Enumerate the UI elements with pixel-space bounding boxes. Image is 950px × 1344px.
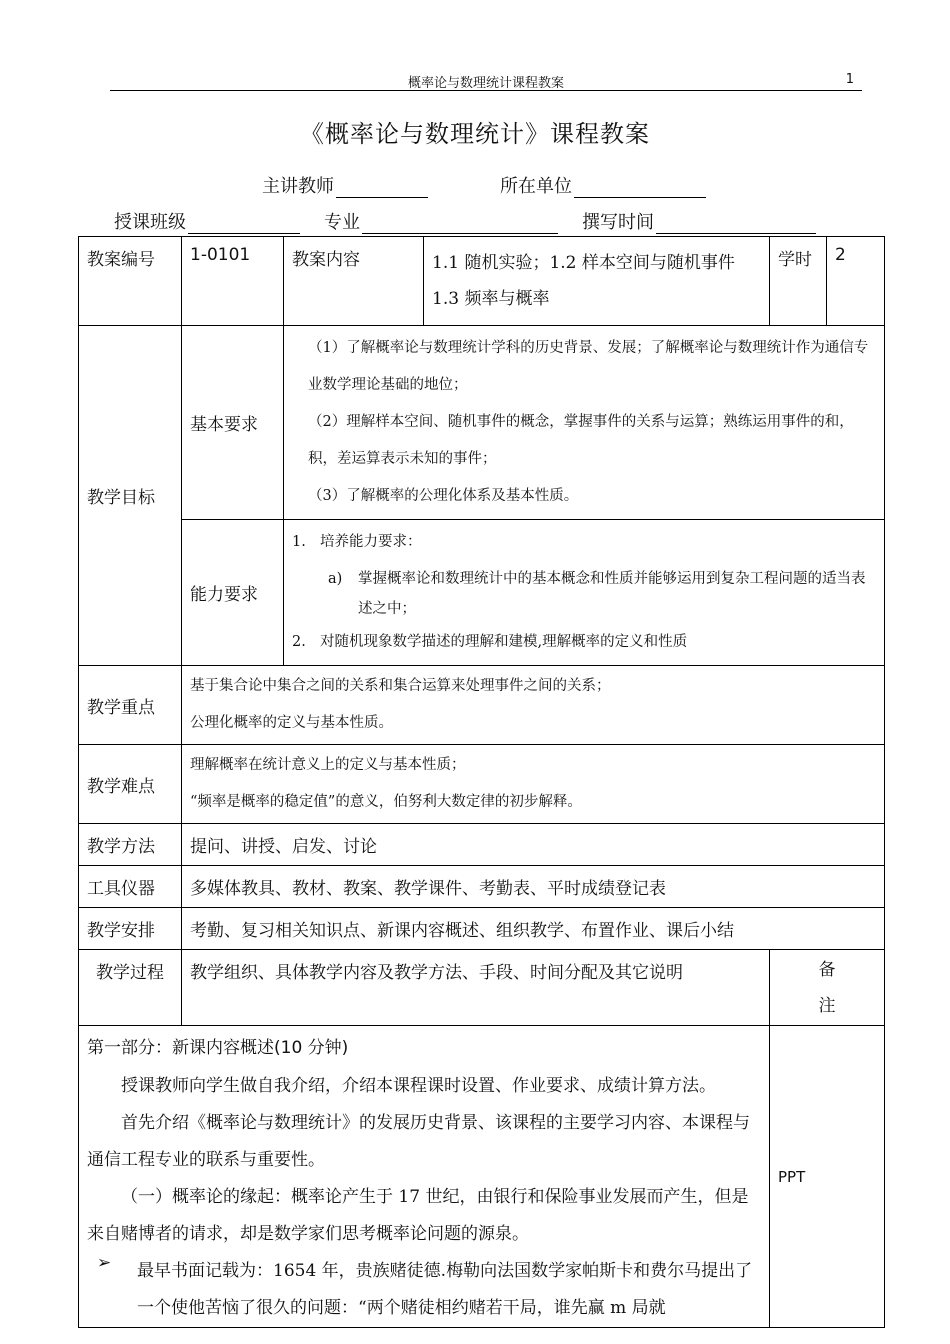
row-basic-requirements [79, 326, 885, 520]
content-line-1: 1.1 随机实验；1.2 样本空间与随机事件 [432, 253, 735, 273]
major-line [324, 208, 558, 234]
major-label: 专业 [324, 212, 360, 233]
unit-field [574, 179, 706, 198]
remark-char-2: 注 [818, 996, 836, 1016]
row-focus [79, 666, 885, 745]
focus-label: 教学重点 [79, 666, 182, 745]
teacher-label: 主讲教师 [262, 176, 334, 197]
row-method [79, 824, 885, 866]
part1-paragraph-1: 授课教师向学生做自我介绍，介绍本课程课时设置、作业要求、成绩计算方法。 [121, 1076, 716, 1096]
plan-no: 1-0101 [182, 237, 284, 326]
ability-item-2 [292, 624, 876, 661]
focus-content [182, 666, 885, 745]
header-title: 概率论与数理统计课程教案 [407, 76, 564, 91]
ability-subitem [292, 561, 876, 624]
basic-item-2: （2）理解样本空间、随机事件的概念，掌握事件的关系与运算；熟练运用事件的和，积，差运算表示未知的事件； [308, 414, 854, 467]
row-process-header [79, 950, 885, 1026]
process-body [79, 1026, 770, 1328]
ability-label: 能力要求 [182, 520, 284, 666]
part1-title: 第一部分：新课内容概述(10 分钟) [87, 1038, 349, 1058]
arrangement-label: 教学安排 [79, 908, 182, 950]
row-ability-requirements [79, 520, 885, 666]
teacher-line [262, 172, 428, 198]
difficulty-label: 教学难点 [79, 745, 182, 824]
date-field [656, 215, 816, 234]
date-label: 撰写时间 [582, 212, 654, 233]
ability-item-2-text: 对随机现象数学描述的理解和建模,理解概率的定义和性质 [320, 634, 688, 650]
class-field [188, 215, 300, 234]
row-plan-info [79, 237, 885, 326]
part1-paragraph-3: （一）概率论的缘起：概率论产生于 17 世纪，由银行和保险事业发展而产生，但是来自赌博者的请求，却是数学家们思考概率论问题的源泉。 [87, 1187, 749, 1244]
ability-item-1-number: 1. [292, 534, 306, 550]
ability-item-1 [292, 524, 876, 561]
row-process-body [79, 1026, 885, 1328]
focus-item-2: 公理化概率的定义与基本性质。 [190, 715, 393, 731]
process-description: 教学组织、具体教学内容及教学方法、手段、时间分配及其它说明 [182, 950, 770, 1026]
hours-label: 学时 [770, 237, 827, 326]
ability-subitem-mark: a) [328, 571, 343, 587]
focus-item-1: 基于集合论中集合之间的关系和集合运算来处理事件之间的关系； [190, 678, 611, 694]
part1-bullet [87, 1253, 761, 1327]
unit-label: 所在单位 [500, 176, 572, 197]
row-tools [79, 866, 885, 908]
content-label: 教案内容 [284, 237, 424, 326]
basic-item-1: （1）了解概率论与数理统计学科的历史背景、发展；了解概率论与数理统计作为通信专业数学理论基础的地位； [308, 340, 869, 393]
teacher-field [336, 179, 428, 198]
ability-item-2-number: 2. [292, 634, 306, 650]
document-title: 《概率论与数理统计》课程教案 [300, 120, 650, 148]
ability-requirements [284, 520, 885, 666]
tools-label: 工具仪器 [79, 866, 182, 908]
remark-header [770, 950, 885, 1026]
difficulty-item-2: “频率是概率的稳定值”的意义，伯努利大数定律的初步解释。 [190, 794, 582, 810]
class-label: 授课班级 [114, 212, 186, 233]
method-label: 教学方法 [79, 824, 182, 866]
remark-ppt: PPT [770, 1026, 885, 1328]
hours-value: 2 [827, 237, 885, 326]
major-field [362, 215, 558, 234]
date-line [582, 208, 816, 234]
lesson-plan-table [78, 236, 885, 1328]
arrangement-value: 考勤、复习相关知识点、新课内容概述、组织教学、布置作业、课后小结 [182, 908, 885, 950]
tools-value: 多媒体教具、教材、教案、教学课件、考勤表、平时成绩登记表 [182, 866, 885, 908]
ability-item-1-text: 培养能力要求： [320, 534, 422, 550]
part1-bullet-text: 最早书面记载为：1654 年，贵族赌徒德.梅勒向法国数学家帕斯卡和费尔马提出了一个使他苦恼了很久的问题：“两个赌徒相约赌若干局，谁先赢 m 局就 [137, 1261, 753, 1318]
page-number: 1 [845, 72, 854, 87]
class-line [114, 208, 300, 234]
page-header [110, 70, 862, 91]
content-cell [424, 237, 770, 326]
difficulty-item-1: 理解概率在统计意义上的定义与基本性质； [190, 757, 466, 773]
goals-label: 教学目标 [79, 326, 182, 666]
basic-requirements [284, 326, 885, 520]
row-arrangement [79, 908, 885, 950]
part1-paragraph-2: 首先介绍《概率论与数理统计》的发展历史背景、该课程的主要学习内容、本课程与通信工程专业的联系与重要性。 [87, 1113, 750, 1170]
row-difficulty [79, 745, 885, 824]
basic-label: 基本要求 [182, 326, 284, 520]
bullet-arrow-icon: ➢ [97, 1253, 112, 1273]
process-label: 教学过程 [79, 950, 182, 1026]
plan-no-label: 教案编号 [79, 237, 182, 326]
remark-char-1: 备 [818, 960, 836, 980]
ability-subitem-text: 掌握概率论和数理统计中的基本概念和性质并能够运用到复杂工程问题的适当表述之中； [358, 571, 866, 617]
unit-line [500, 172, 706, 198]
method-value: 提问、讲授、启发、讨论 [182, 824, 885, 866]
difficulty-content [182, 745, 885, 824]
basic-item-3: （3）了解概率的公理化体系及基本性质。 [308, 488, 579, 504]
content-line-2: 1.3 频率与概率 [432, 289, 550, 309]
